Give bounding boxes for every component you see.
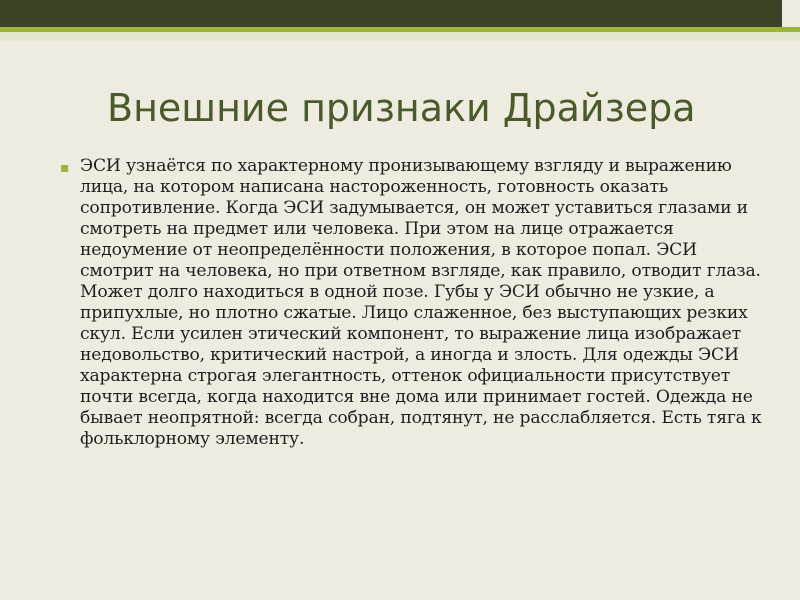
slide-title: Внешние признаки Драйзера [107, 86, 696, 130]
bullet-item [60, 156, 765, 450]
header-band-cap [782, 0, 800, 27]
header-band-dark [0, 0, 800, 27]
bullet-text: ЭСИ узнаётся по характерному пронизывающему взгляду и выражению лица, на котором написана настороженность, готовность оказать сопротивление. Когда ЭСИ задумывается, он может уставиться глазами и смотреть на предмет или человека. При этом на лице отражается недоумение от неопределённости положения, в которое попал. ЭСИ смотрит на человека, но при ответном взгляде, как правило, отводит глаза. Может долго находиться в одной позе. Губы у ЭСИ обычно не узкие, а припухлые, но плотно сжатые. Лицо слаженное, без выступающих резких скул. Если усилен этический компонент, то выражение лица изображает недовольство, критический настрой, а иногда и злость. Для одежды ЭСИ характерна строгая элегантность, оттенок официальности присутствует почти всегда, когда находится вне дома или принимает гостей. Одежда не бывает неопрятной: всегда собран, подтянут, не расслабляется. Есть тяга к фольклорному элементу. [80, 156, 762, 449]
header-band-light [0, 32, 800, 41]
bullet-marker-icon: ▪ [60, 160, 70, 176]
slide-content [60, 156, 765, 450]
